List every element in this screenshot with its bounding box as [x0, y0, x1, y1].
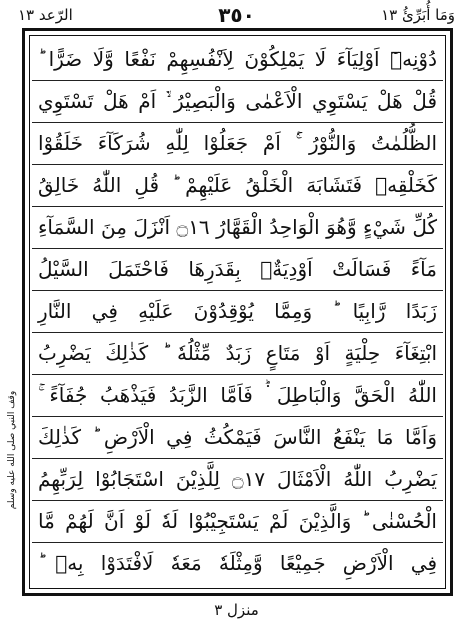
verse-line: الظُّلُمٰتُ وَالنُّوْرُ ۚ۬ اَمْ جَعَلُوْا لِلّٰهِ شُرَكَآءَ خَلَقُوْا	[38, 131, 437, 155]
verse-line: وَاَمَّا مَا يَنْفَعُ النَّاسَ فَيَمْكُثُ فِي الْاَرْضِ ؕ كَذٰلِكَ	[38, 425, 437, 449]
verse-line: مَآءً فَسَالَتْ اَوْدِيَةٌۢ بِقَدَرِهَا فَاحْتَمَلَ السَّيْلُ	[38, 257, 437, 281]
verse-line: اللّٰهُ الْحَقَّ وَالْبَاطِلَ ۬ؕ فَاَمَّا الزَّبَدُ فَيَذْهَبُ جُفَآءً ۚ	[38, 383, 437, 407]
verse-line: فِي الْاَرْضِ جَمِيْعًا وَّمِثْلَهٗ مَعَهٗ لَافْتَدَوْا بِهٖ ؕ	[38, 551, 437, 575]
page-footer	[0, 600, 473, 620]
verse-line: كَخَلْقِهٖ فَتَشَابَهَ الْخَلْقُ عَلَيْهِمْ ؕ قُلِ اللّٰهُ خَالِقُ	[38, 173, 437, 197]
verse-line: زَبَدًا رَّابِيًا ؕ وَمِمَّا يُوْقِدُوْنَ عَلَيْهِ فِي النَّارِ	[38, 299, 437, 323]
page-header	[18, 4, 455, 26]
page-number: ٣٥٠	[218, 3, 255, 27]
quran-text-block	[32, 38, 443, 586]
verse-line: دُوْنِهٖٓ اَوْلِيَآءَ لَا يَمْلِكُوْنَ لِاَنْفُسِهِمْ نَفْعًا وَّلَا ضَرًّا ؕ	[38, 47, 437, 71]
juz-name-label: وَمَا أُبَرِّئُ ١٣	[381, 6, 455, 24]
surah-name-label: الرّعد ١٣	[18, 6, 73, 24]
verse-line: الْحُسْنٰى ؕ وَالَّذِيْنَ لَمْ يَسْتَجِيْبُوْا لَهٗ لَوْ اَنَّ لَهُمْ مَّا	[38, 509, 437, 533]
verse-line: كُلِّ شَيْءٍ وَّهُوَ الْوَاحِدُ الْقَهَّارُ ۝١٦ اَنْزَلَ مِنَ السَّمَآءِ	[38, 215, 437, 239]
manzil-label: منزل ٣	[214, 601, 259, 619]
verse-line: قُلْ هَلْ يَسْتَوِي الْاَعْمٰى وَالْبَصِيْرُ ۙ۬ اَمْ هَلْ تَسْتَوِي	[38, 89, 437, 113]
verse-line: ابْتِغَآءَ حِلْيَةٍ اَوْ مَتَاعٍ زَبَدٌ مِّثْلُهٗ ؕ كَذٰلِكَ يَضْرِبُ	[38, 341, 437, 365]
margin-note	[4, 330, 20, 570]
verse-line: يَضْرِبُ اللّٰهُ الْاَمْثَالَ ۝١٧ لِلَّذِيْنَ اسْتَجَابُوْا لِرَبِّهِمُ	[38, 467, 438, 491]
margin-note-text: وقف النبي صلى الله عليه وسلم	[7, 390, 17, 510]
